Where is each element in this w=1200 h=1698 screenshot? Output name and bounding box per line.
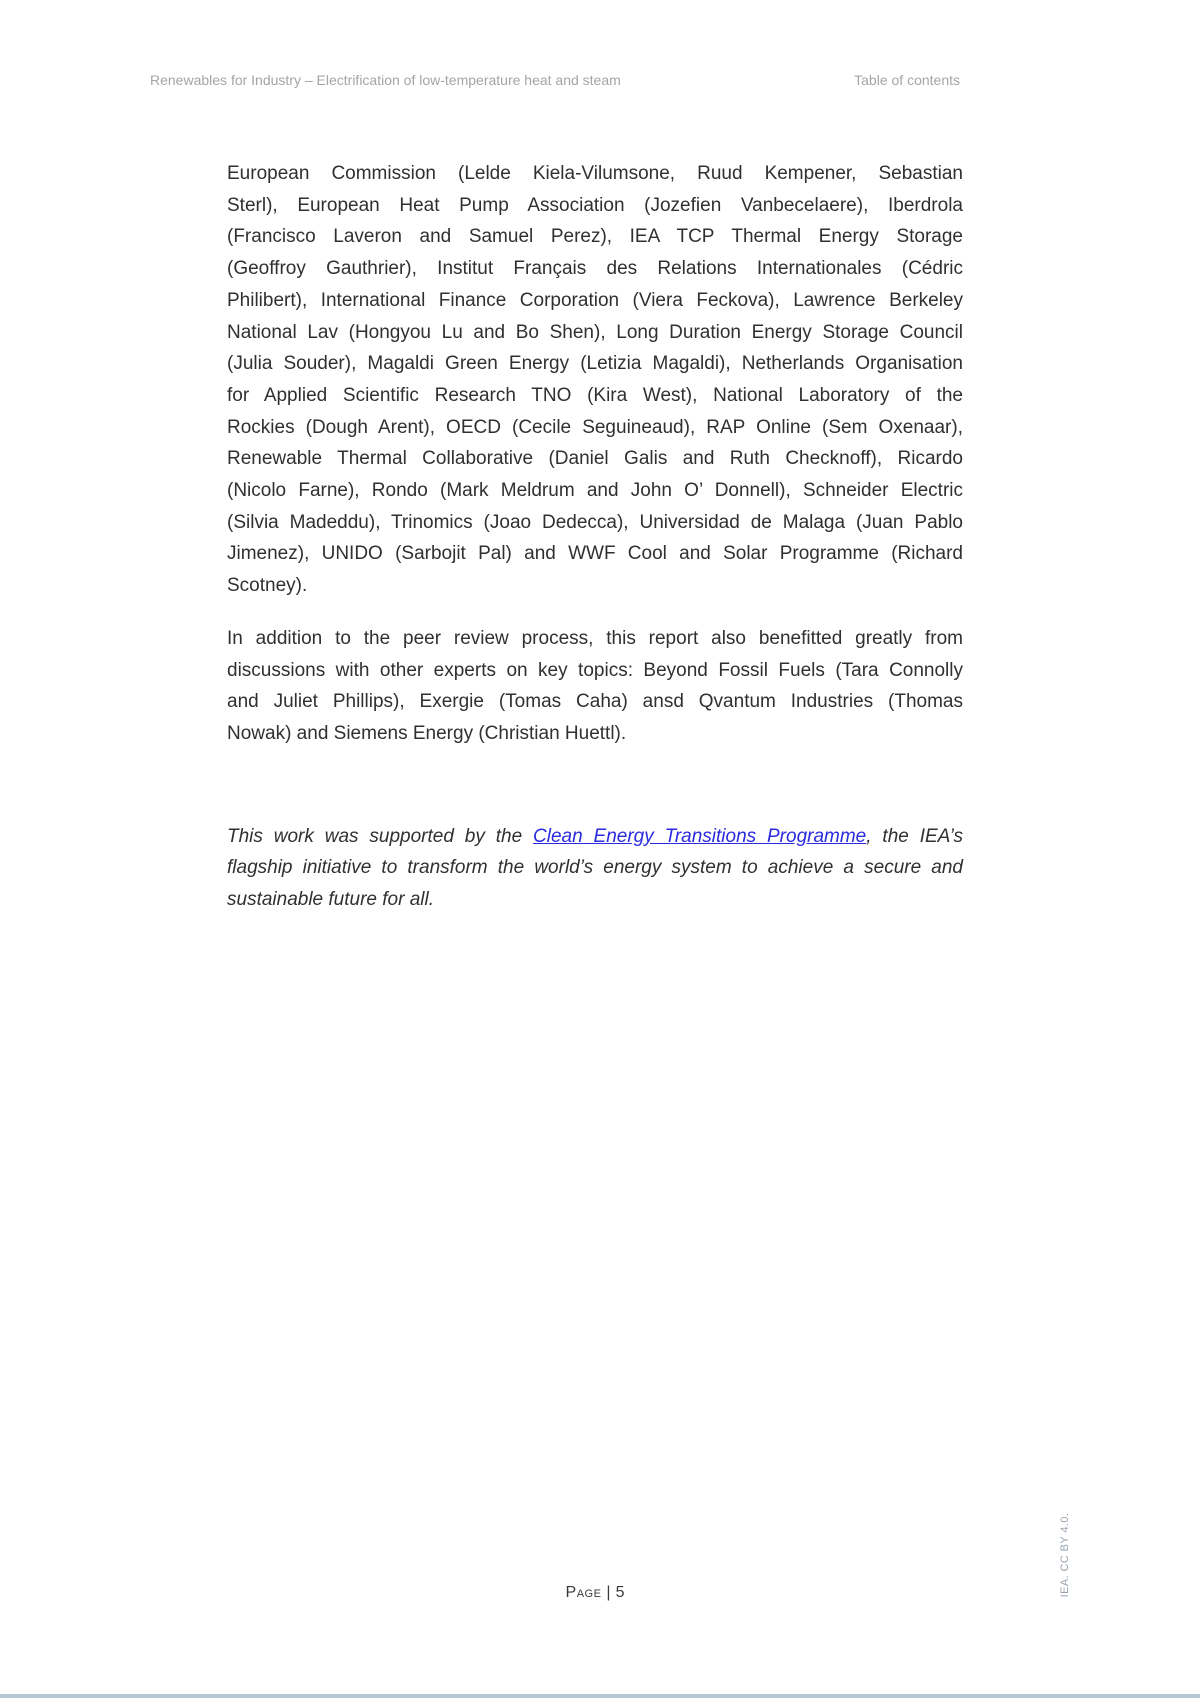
header-section-label: Table of contents bbox=[854, 72, 960, 88]
text-line: for Applied Scientific Research TNO (Kira West), National Laboratory of the bbox=[227, 384, 963, 406]
page-footer bbox=[227, 1584, 963, 1602]
page-header bbox=[150, 72, 960, 88]
text-line: Rockies (Dough Arent), OECD (Cecile Seguineaud), RAP Online (Sem Oxenaar), bbox=[227, 416, 963, 438]
text-line: flagship initiative to transform the world’s energy system to achieve a secure and bbox=[227, 857, 963, 879]
text-line: (Geoffroy Gauthrier), Institut Français des Relations Internationales (Cédric bbox=[227, 258, 963, 280]
acknowledgements-text bbox=[227, 158, 963, 937]
text-line: discussions with other experts on key topics: Beyond Fossil Fuels (Tara Connolly bbox=[227, 659, 963, 681]
clean-energy-transitions-programme-link[interactable]: Clean Energy Transitions Programme bbox=[533, 825, 867, 847]
text-line: (Francisco Laveron and Samuel Perez), IEA TCP Thermal Energy Storage bbox=[227, 226, 963, 248]
text-segment: This work was supported by the bbox=[227, 825, 534, 847]
page-label: Page bbox=[565, 1584, 602, 1601]
text-line: National Lav (Hongyou Lu and Bo Shen), Long Duration Energy Storage Council bbox=[227, 321, 963, 343]
paragraph bbox=[227, 821, 963, 916]
license-note-vertical: IEA. CC BY 4.0. bbox=[1059, 1512, 1071, 1598]
page-number: 5 bbox=[615, 1584, 625, 1601]
text-line: (Nicolo Farne), Rondo (Mark Meldrum and John O’ Donnell), Schneider Electric bbox=[227, 480, 963, 502]
text-line: In addition to the peer review process, this report also benefitted greatly from bbox=[227, 627, 963, 649]
text-line: Philibert), International Finance Corporation (Viera Feckova), Lawrence Berkeley bbox=[227, 289, 963, 311]
text-line: (Silvia Madeddu), Trinomics (Joao Dedecca), Universidad de Malaga (Juan Pablo bbox=[227, 511, 963, 533]
text-line: Nowak) and Siemens Energy (Christian Huettl). bbox=[227, 722, 627, 744]
text-line bbox=[227, 821, 963, 853]
text-line: Jimenez), UNIDO (Sarbojit Pal) and WWF Cool and Solar Programme (Richard bbox=[227, 543, 963, 565]
page-bottom-edge bbox=[0, 1694, 1200, 1698]
text-line: and Juliet Phillips), Exergie (Tomas Caha) ansd Qvantum Industries (Thomas bbox=[227, 691, 963, 713]
page-separator: | bbox=[606, 1584, 611, 1601]
text-line: sustainable future for all. bbox=[227, 889, 435, 911]
text-line: European Commission (Lelde Kiela-Vilumsone, Ruud Kempener, Sebastian bbox=[227, 163, 963, 184]
paragraph bbox=[227, 623, 963, 750]
text-line: Sterl), European Heat Pump Association (Jozefien Vanbecelaere), Iberdrola bbox=[227, 194, 963, 216]
text-line: Renewable Thermal Collaborative (Daniel Galis and Ruth Checknoff), Ricardo bbox=[227, 448, 963, 470]
running-title: Renewables for Industry – Electrification of low-temperature heat and steam bbox=[150, 72, 621, 88]
text-line: (Julia Souder), Magaldi Green Energy (Letizia Magaldi), Netherlands Organisation bbox=[227, 353, 963, 375]
paragraph bbox=[227, 158, 963, 602]
text-line: Scotney). bbox=[227, 575, 308, 597]
text-segment: , the IEA’s bbox=[866, 825, 963, 847]
